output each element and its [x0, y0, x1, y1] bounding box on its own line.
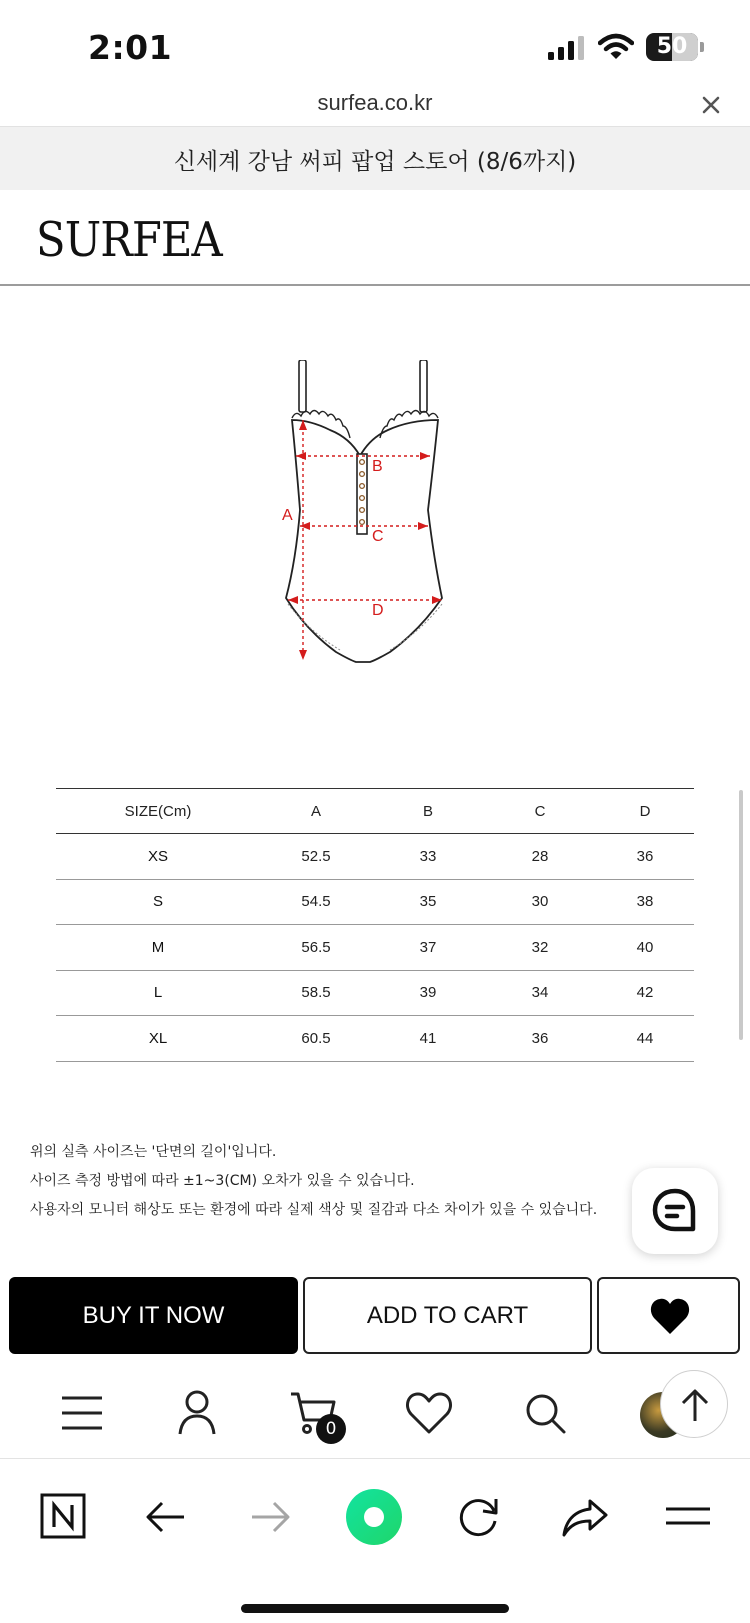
back-arrow-icon — [138, 1489, 194, 1545]
menu-button[interactable] — [56, 1386, 110, 1440]
note-line: 사이즈 측정 방법에 따라 ±1~3(CM) 오차가 있을 수 있습니다. — [30, 1173, 415, 1189]
table-cell: 58.5 — [260, 970, 372, 1016]
table-cell: 60.5 — [260, 1016, 372, 1062]
forward-button[interactable] — [242, 1489, 298, 1545]
table-cell: 33 — [372, 834, 484, 880]
table-cell: 36 — [484, 1016, 596, 1062]
share-button[interactable] — [556, 1489, 612, 1545]
signal-icon — [548, 36, 586, 60]
add-to-cart-button[interactable]: ADD TO CART — [303, 1277, 592, 1354]
refresh-icon — [450, 1489, 506, 1545]
table-header-cell: A — [260, 789, 372, 834]
table-cell: 38 — [596, 879, 694, 925]
table-cell: 37 — [372, 925, 484, 971]
menu-icon — [56, 1386, 110, 1440]
table-row — [56, 1016, 694, 1062]
user-icon — [170, 1386, 224, 1440]
cart-button[interactable] — [288, 1386, 342, 1440]
table-cell: L — [56, 970, 260, 1016]
back-button[interactable] — [138, 1489, 194, 1545]
site-logo[interactable]: SURFEA — [36, 212, 222, 268]
table-cell: 39 — [372, 970, 484, 1016]
green-dot-icon — [344, 1487, 404, 1547]
size-notes — [30, 1138, 630, 1225]
table-row — [56, 834, 694, 880]
table-cell: M — [56, 925, 260, 971]
left-strap — [299, 360, 306, 412]
table-row — [56, 879, 694, 925]
wishlist-button[interactable] — [597, 1277, 740, 1354]
measure-d-label: D — [372, 602, 384, 619]
measure-c-label: C — [372, 528, 384, 545]
browser-toolbar — [0, 1458, 750, 1623]
table-cell: 36 — [596, 834, 694, 880]
heart-icon — [649, 1296, 691, 1336]
page-scrollbar[interactable] — [739, 790, 743, 1040]
search-button[interactable] — [518, 1386, 572, 1440]
table-header-cell: C — [484, 789, 596, 834]
table-cell: 42 — [596, 970, 694, 1016]
naver-icon — [36, 1489, 92, 1545]
table-header-cell: B — [372, 789, 484, 834]
url-bar[interactable] — [0, 88, 750, 126]
table-cell: 52.5 — [260, 834, 372, 880]
note-line: 위의 실측 사이즈는 '단면의 길이'입니다. — [30, 1144, 277, 1160]
table-cell: 41 — [372, 1016, 484, 1062]
chat-button[interactable] — [632, 1168, 718, 1254]
refresh-button[interactable] — [450, 1489, 506, 1545]
table-cell: 35 — [372, 879, 484, 925]
measure-b-label: B — [372, 458, 383, 475]
arrow-up-icon — [679, 1387, 711, 1423]
table-cell: XS — [56, 834, 260, 880]
table-cell: 40 — [596, 925, 694, 971]
search-icon — [518, 1386, 572, 1440]
status-time: 2:01 — [88, 28, 173, 67]
size-diagram — [270, 360, 470, 700]
chat-icon — [651, 1187, 699, 1235]
size-table — [56, 788, 694, 1062]
note-line: 사용자의 모니터 해상도 또는 환경에 따라 실제 색상 및 질감과 다소 차이가 있을 수 있습니다. — [30, 1202, 598, 1218]
hamburger-icon — [660, 1489, 716, 1545]
table-cell: 32 — [484, 925, 596, 971]
banner-text[interactable]: 신세계 강남 써피 팝업 스토어 (8/6까지) — [173, 149, 577, 175]
table-cell: 34 — [484, 970, 596, 1016]
account-button[interactable] — [170, 1386, 224, 1440]
scroll-to-top-button[interactable] — [660, 1370, 728, 1438]
table-cell: 30 — [484, 879, 596, 925]
table-row — [56, 925, 694, 971]
table-header-cell: D — [596, 789, 694, 834]
naver-home-button[interactable] — [36, 1489, 92, 1545]
wifi-icon — [598, 33, 634, 61]
battery-icon — [646, 33, 698, 61]
cart-count-badge: 0 — [316, 1414, 346, 1444]
table-cell: XL — [56, 1016, 260, 1062]
battery-level: 50 — [656, 34, 688, 59]
close-icon[interactable] — [698, 92, 724, 118]
promo-banner[interactable] — [0, 126, 750, 190]
site-header — [0, 190, 750, 286]
table-header-cell: SIZE(Cm) — [56, 789, 260, 834]
table-cell: S — [56, 879, 260, 925]
wishlist-nav-button[interactable] — [402, 1386, 456, 1440]
status-bar — [0, 0, 750, 90]
heart-outline-icon — [402, 1386, 456, 1440]
table-cell: 44 — [596, 1016, 694, 1062]
url-text[interactable]: surfea.co.kr — [317, 90, 433, 115]
table-header-row — [56, 789, 694, 834]
table-cell: 28 — [484, 834, 596, 880]
battery-tip — [700, 42, 704, 52]
table-cell: 54.5 — [260, 879, 372, 925]
table-row — [56, 970, 694, 1016]
share-icon — [556, 1489, 612, 1545]
table-cell: 56.5 — [260, 925, 372, 971]
forward-arrow-icon — [242, 1489, 298, 1545]
buy-now-button[interactable]: BUY IT NOW — [9, 1277, 298, 1354]
green-dot-button[interactable] — [344, 1487, 404, 1547]
right-strap — [420, 360, 427, 412]
measure-a-arrow-bottom — [299, 650, 307, 660]
site-bottom-nav — [0, 1370, 750, 1454]
home-indicator[interactable] — [241, 1604, 509, 1613]
browser-menu-button[interactable] — [660, 1489, 716, 1545]
measure-a-label: A — [282, 507, 293, 524]
